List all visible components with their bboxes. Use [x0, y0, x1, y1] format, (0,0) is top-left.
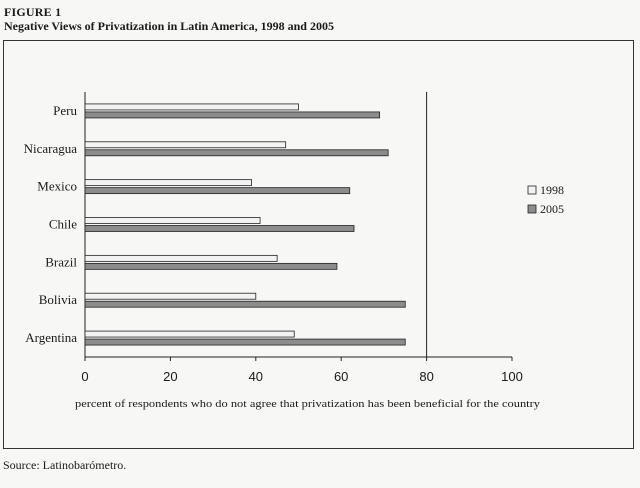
x-tick-label: 100 — [501, 369, 523, 384]
bar-1998 — [85, 293, 256, 299]
source-note: Source: Latinobarómetro. — [3, 458, 127, 472]
bar-1998 — [85, 218, 260, 224]
x-tick-label: 0 — [81, 369, 89, 384]
x-tick-label: 20 — [163, 369, 178, 384]
bar-2005 — [85, 301, 405, 307]
category-label: Peru — [53, 102, 77, 118]
category-label: Chile — [48, 216, 77, 232]
bar-2005 — [85, 150, 388, 156]
category-label: Argentina — [25, 330, 77, 346]
bar-1998 — [85, 180, 252, 186]
bar-2005 — [85, 339, 405, 345]
x-tick-label: 80 — [419, 369, 434, 384]
figure-title: Negative Views of Privatization in Latin America, 1998 and 2005 — [4, 19, 334, 33]
bar-2005 — [85, 188, 350, 194]
x-tick-label: 40 — [248, 369, 264, 384]
category-label: Bolivia — [38, 292, 77, 308]
category-label: Brazil — [45, 254, 77, 270]
bar-1998 — [85, 255, 277, 261]
x-tick-label: 60 — [333, 369, 349, 384]
x-axis-title: percent of respondents who do not agree that privatization has been beneficial for the country — [75, 398, 541, 410]
bar-1998 — [85, 104, 299, 110]
bar-1998 — [85, 331, 294, 337]
category-label: Nicaragua — [23, 140, 77, 156]
bar-2005 — [85, 263, 337, 269]
figure-label: FIGURE 1 — [4, 5, 62, 19]
legend-swatch-2005 — [528, 205, 536, 213]
bar-1998 — [85, 142, 286, 148]
bar-2005 — [85, 226, 354, 232]
legend-swatch-1998 — [528, 186, 536, 194]
bar-2005 — [85, 112, 380, 118]
legend-label: 2005 — [540, 202, 564, 216]
category-label: Mexico — [37, 178, 77, 194]
legend-label: 1998 — [540, 183, 564, 197]
